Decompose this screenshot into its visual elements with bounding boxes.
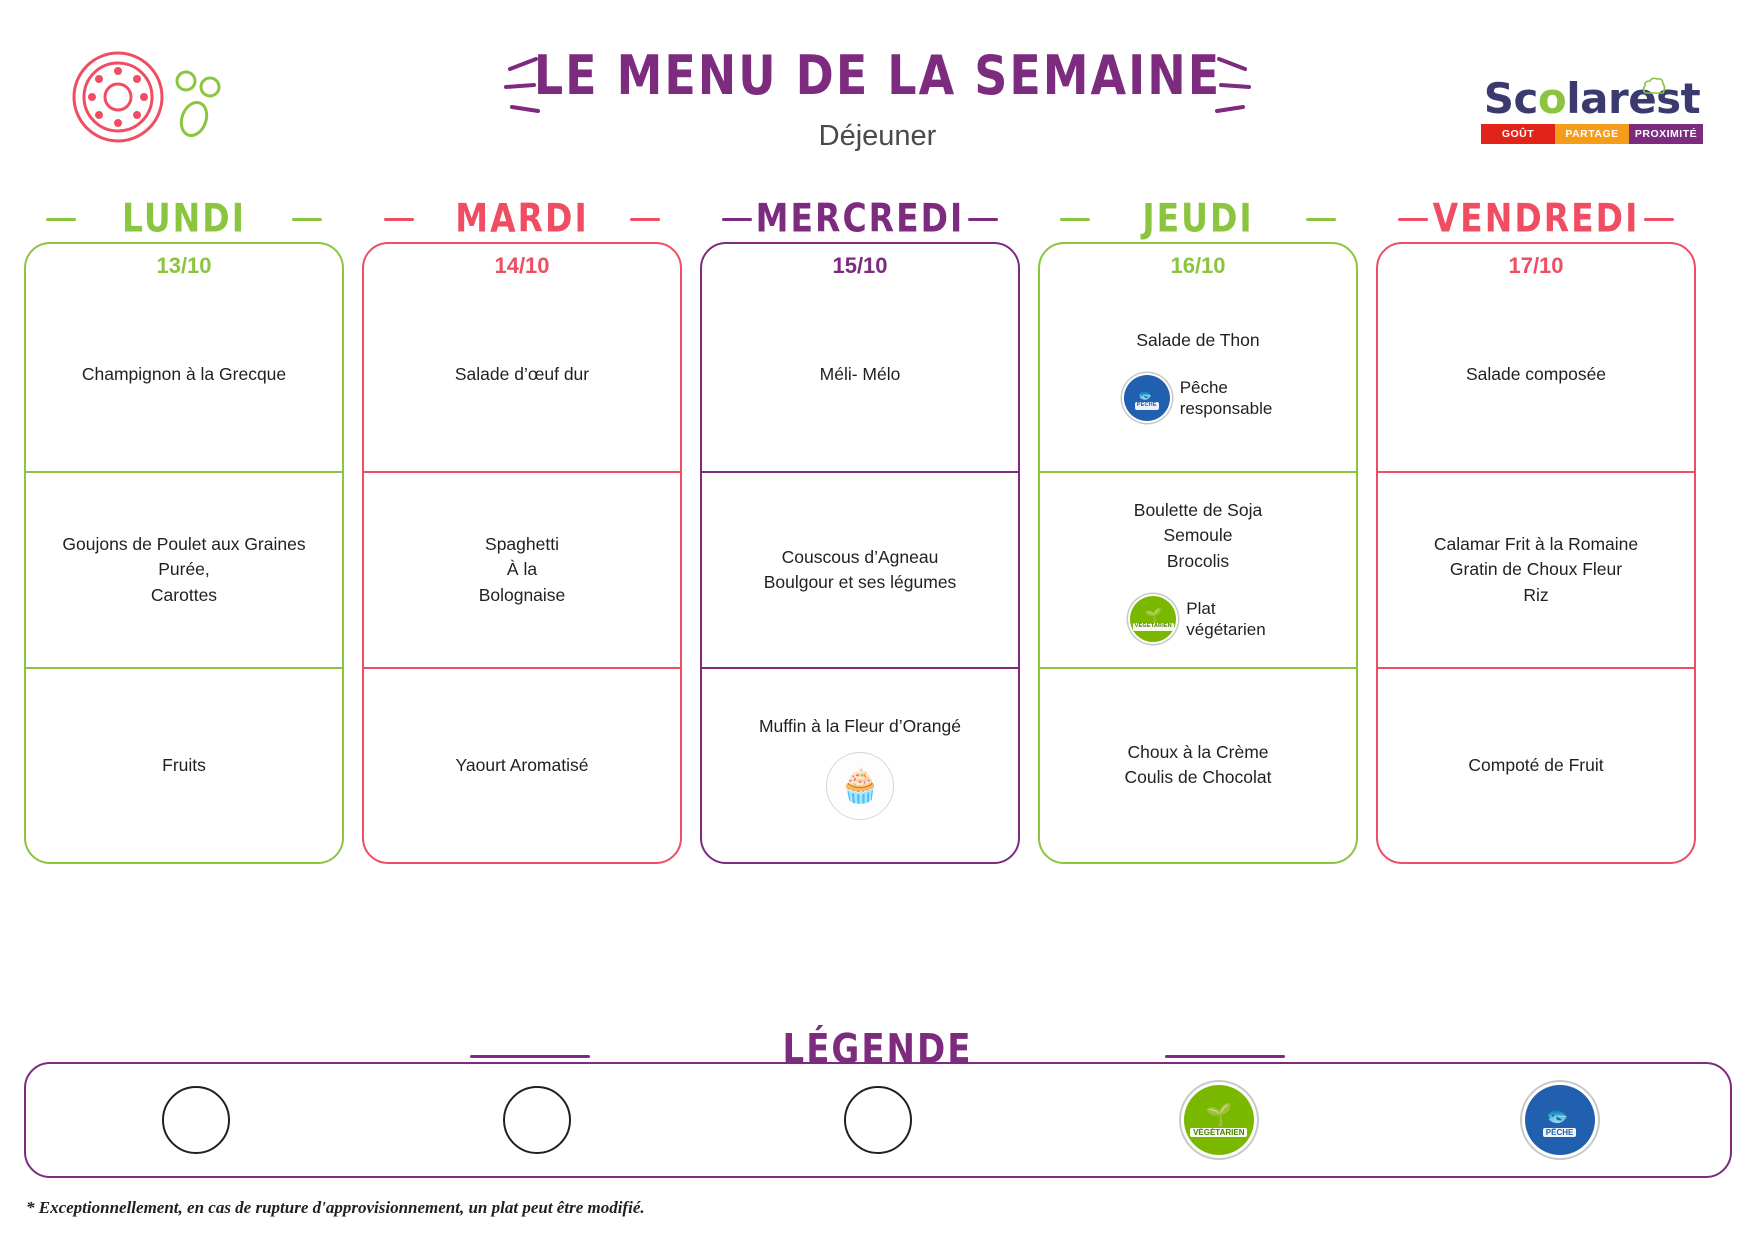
badge-glyph: 🐟	[1545, 1101, 1574, 1127]
day-card	[1376, 242, 1696, 864]
badge-label-line: végétarien	[1186, 620, 1266, 640]
menu-item-text	[764, 545, 957, 596]
menu-item	[702, 667, 1018, 862]
badge-label-line: Pêche	[1179, 378, 1228, 398]
legend-slot	[1389, 1085, 1730, 1155]
menu-item-line: Yaourt Aromatisé	[455, 754, 589, 775]
day-date: 15/10	[832, 253, 888, 278]
day-name: MARDI	[455, 194, 589, 241]
menu-item	[364, 667, 680, 862]
day-header	[362, 196, 682, 276]
logo-tag-gout: GOÛT	[1481, 124, 1555, 144]
vegetarian-badge-icon	[1184, 1085, 1254, 1155]
logo-text-part1: Sc	[1483, 74, 1538, 123]
day-column	[362, 196, 682, 864]
legend-title: LÉGENDE	[782, 1026, 973, 1074]
menu-item-line: Muffin à la Fleur d’Orangé	[758, 715, 961, 736]
legend-slot	[26, 1086, 367, 1154]
day-dash-right	[1306, 218, 1336, 221]
scolarest-logo	[1481, 74, 1703, 144]
menu-item	[1378, 667, 1694, 862]
badge-caption: PÊCHE	[1136, 401, 1157, 408]
day-date: 17/10	[1508, 253, 1564, 278]
day-card	[700, 242, 1020, 864]
day-dash-right	[968, 218, 998, 221]
menu-item-line: Méli- Mélo	[819, 363, 901, 384]
menu-item-text	[1468, 753, 1603, 778]
badge-glyph: 🌱	[1205, 1101, 1233, 1127]
logo-wordmark	[1481, 74, 1703, 123]
menu-item-text	[455, 362, 589, 387]
menu-item-line: Bolognaise	[478, 584, 566, 605]
page-subtitle: Déjeuner	[818, 120, 937, 152]
menu-item-text	[456, 753, 589, 778]
footnote: * Exceptionnellement, en cas de rupture d'approvisionnement, un plat peut être modifié.	[26, 1198, 645, 1217]
day-column	[1038, 196, 1358, 864]
day-dash-right	[630, 218, 660, 221]
chef-hat-icon	[1641, 62, 1667, 82]
day-header	[1376, 196, 1696, 276]
badge-glyph: 🐟	[1137, 385, 1156, 402]
legend-empty-circle	[503, 1086, 571, 1154]
logo-text-part2: o	[1537, 74, 1567, 123]
menu-item-line: Purée,	[158, 559, 210, 580]
day-date: 14/10	[494, 253, 550, 278]
day-column	[700, 196, 1020, 864]
day-header	[1038, 196, 1358, 276]
day-date: 16/10	[1170, 253, 1226, 278]
menu-item-text	[1434, 532, 1638, 608]
logo-text-part3: larest	[1566, 74, 1701, 123]
menu-item	[702, 471, 1018, 666]
week-grid	[24, 196, 1736, 864]
muffin-icon: 🧁	[829, 755, 891, 817]
menu-item-line: Champignon à la Grecque	[81, 363, 287, 384]
legend-empty-circle	[162, 1086, 230, 1154]
menu-item	[1378, 278, 1694, 471]
sustainable-fishing-badge-icon	[1124, 375, 1170, 421]
logo-tag-partage: PARTAGE	[1555, 124, 1629, 144]
legend-box	[24, 1062, 1732, 1178]
day-name: VENDREDI	[1432, 194, 1640, 241]
menu-item-line: Coulis de Chocolat	[1124, 767, 1272, 788]
menu-item-line: Boulette de Soja	[1133, 499, 1263, 520]
day-dash-right	[292, 218, 322, 221]
menu-item	[1040, 667, 1356, 862]
badge-glyph: 🌱	[1144, 606, 1163, 623]
menu-item-line: Brocolis	[1166, 550, 1230, 571]
day-name: JEUDI	[1142, 194, 1254, 241]
menu-badge-row	[1130, 596, 1265, 642]
menu-item-line: Couscous d’Agneau	[781, 546, 939, 567]
day-dash-left	[1060, 218, 1090, 221]
menu-item-line: Carottes	[150, 584, 218, 605]
legend-dash-right	[1165, 1055, 1285, 1058]
legend-slot	[367, 1086, 708, 1154]
menu-item-line: Salade de Thon	[1136, 329, 1260, 350]
badge-label-line: Plat	[1186, 598, 1216, 618]
menu-item-line: Spaghetti	[485, 533, 559, 554]
menu-item	[702, 278, 1018, 471]
badge-label	[1186, 598, 1265, 641]
menu-item-text	[759, 714, 961, 739]
menu-badge-row	[1124, 375, 1273, 421]
day-name: MERCREDI	[755, 194, 965, 241]
badge-caption: VÉGÉTARIEN	[1190, 1128, 1247, 1137]
day-dash-right	[1644, 218, 1674, 221]
page-header	[0, 0, 1755, 185]
page-title: LE MENU DE LA SEMAINE	[533, 43, 1222, 107]
menu-item-text	[62, 532, 305, 608]
day-header	[700, 196, 1020, 276]
day-dash-left	[384, 218, 414, 221]
menu-item-text	[1125, 740, 1272, 791]
menu-item	[26, 667, 342, 862]
menu-item-line: Semoule	[1163, 525, 1233, 546]
legend-dash-left	[470, 1055, 590, 1058]
badge-label	[1180, 377, 1273, 420]
day-column	[24, 196, 344, 864]
menu-item-line: Salade d’œuf dur	[454, 363, 590, 384]
menu-item	[364, 278, 680, 471]
day-card	[24, 242, 344, 864]
day-name: LUNDI	[122, 194, 246, 241]
menu-item-text	[1466, 362, 1606, 387]
menu-item	[364, 471, 680, 666]
day-column	[1376, 196, 1696, 864]
day-dash-left	[1398, 218, 1428, 221]
logo-tag-row	[1481, 124, 1703, 144]
menu-item	[26, 278, 342, 471]
menu-item-line: Salade composée	[1465, 363, 1607, 384]
badge-caption: VÉGÉTARIEN	[1134, 622, 1172, 629]
menu-item-line: À la	[506, 559, 538, 580]
menu-item-line: Calamar Frit à la Romaine	[1433, 533, 1639, 554]
menu-item-text	[1134, 498, 1262, 574]
logo-tag-proximite: PROXIMITÉ	[1629, 124, 1703, 144]
menu-item	[1378, 471, 1694, 666]
menu-item-line: Boulgour et ses légumes	[763, 571, 957, 592]
menu-item-text	[1136, 328, 1259, 353]
menu-item-line: Goujons de Poulet aux Graines	[62, 533, 306, 554]
menu-item-text	[82, 362, 286, 387]
legend-slot	[708, 1086, 1049, 1154]
menu-item-text	[479, 532, 566, 608]
day-dash-left	[46, 218, 76, 221]
day-header	[24, 196, 344, 276]
menu-item-text	[162, 753, 206, 778]
menu-item-line: Riz	[1523, 584, 1549, 605]
vegetarian-badge-icon	[1130, 596, 1176, 642]
menu-item	[1040, 471, 1356, 666]
menu-item-line: Fruits	[162, 754, 206, 775]
badge-caption: PÊCHE	[1543, 1128, 1577, 1137]
menu-item	[26, 471, 342, 666]
sustainable-fishing-badge-icon	[1525, 1085, 1595, 1155]
menu-item-text	[820, 362, 901, 387]
day-dash-left	[722, 218, 752, 221]
menu-item-line: Compoté de Fruit	[1468, 754, 1604, 775]
day-card	[1038, 242, 1358, 864]
legend-slot	[1048, 1085, 1389, 1155]
day-date: 13/10	[156, 253, 212, 278]
menu-item-line: Choux à la Crème	[1127, 741, 1269, 762]
badge-label-line: responsable	[1179, 399, 1273, 419]
menu-item-line: Gratin de Choux Fleur	[1449, 559, 1623, 580]
legend-empty-circle	[844, 1086, 912, 1154]
menu-item	[1040, 278, 1356, 471]
day-card	[362, 242, 682, 864]
